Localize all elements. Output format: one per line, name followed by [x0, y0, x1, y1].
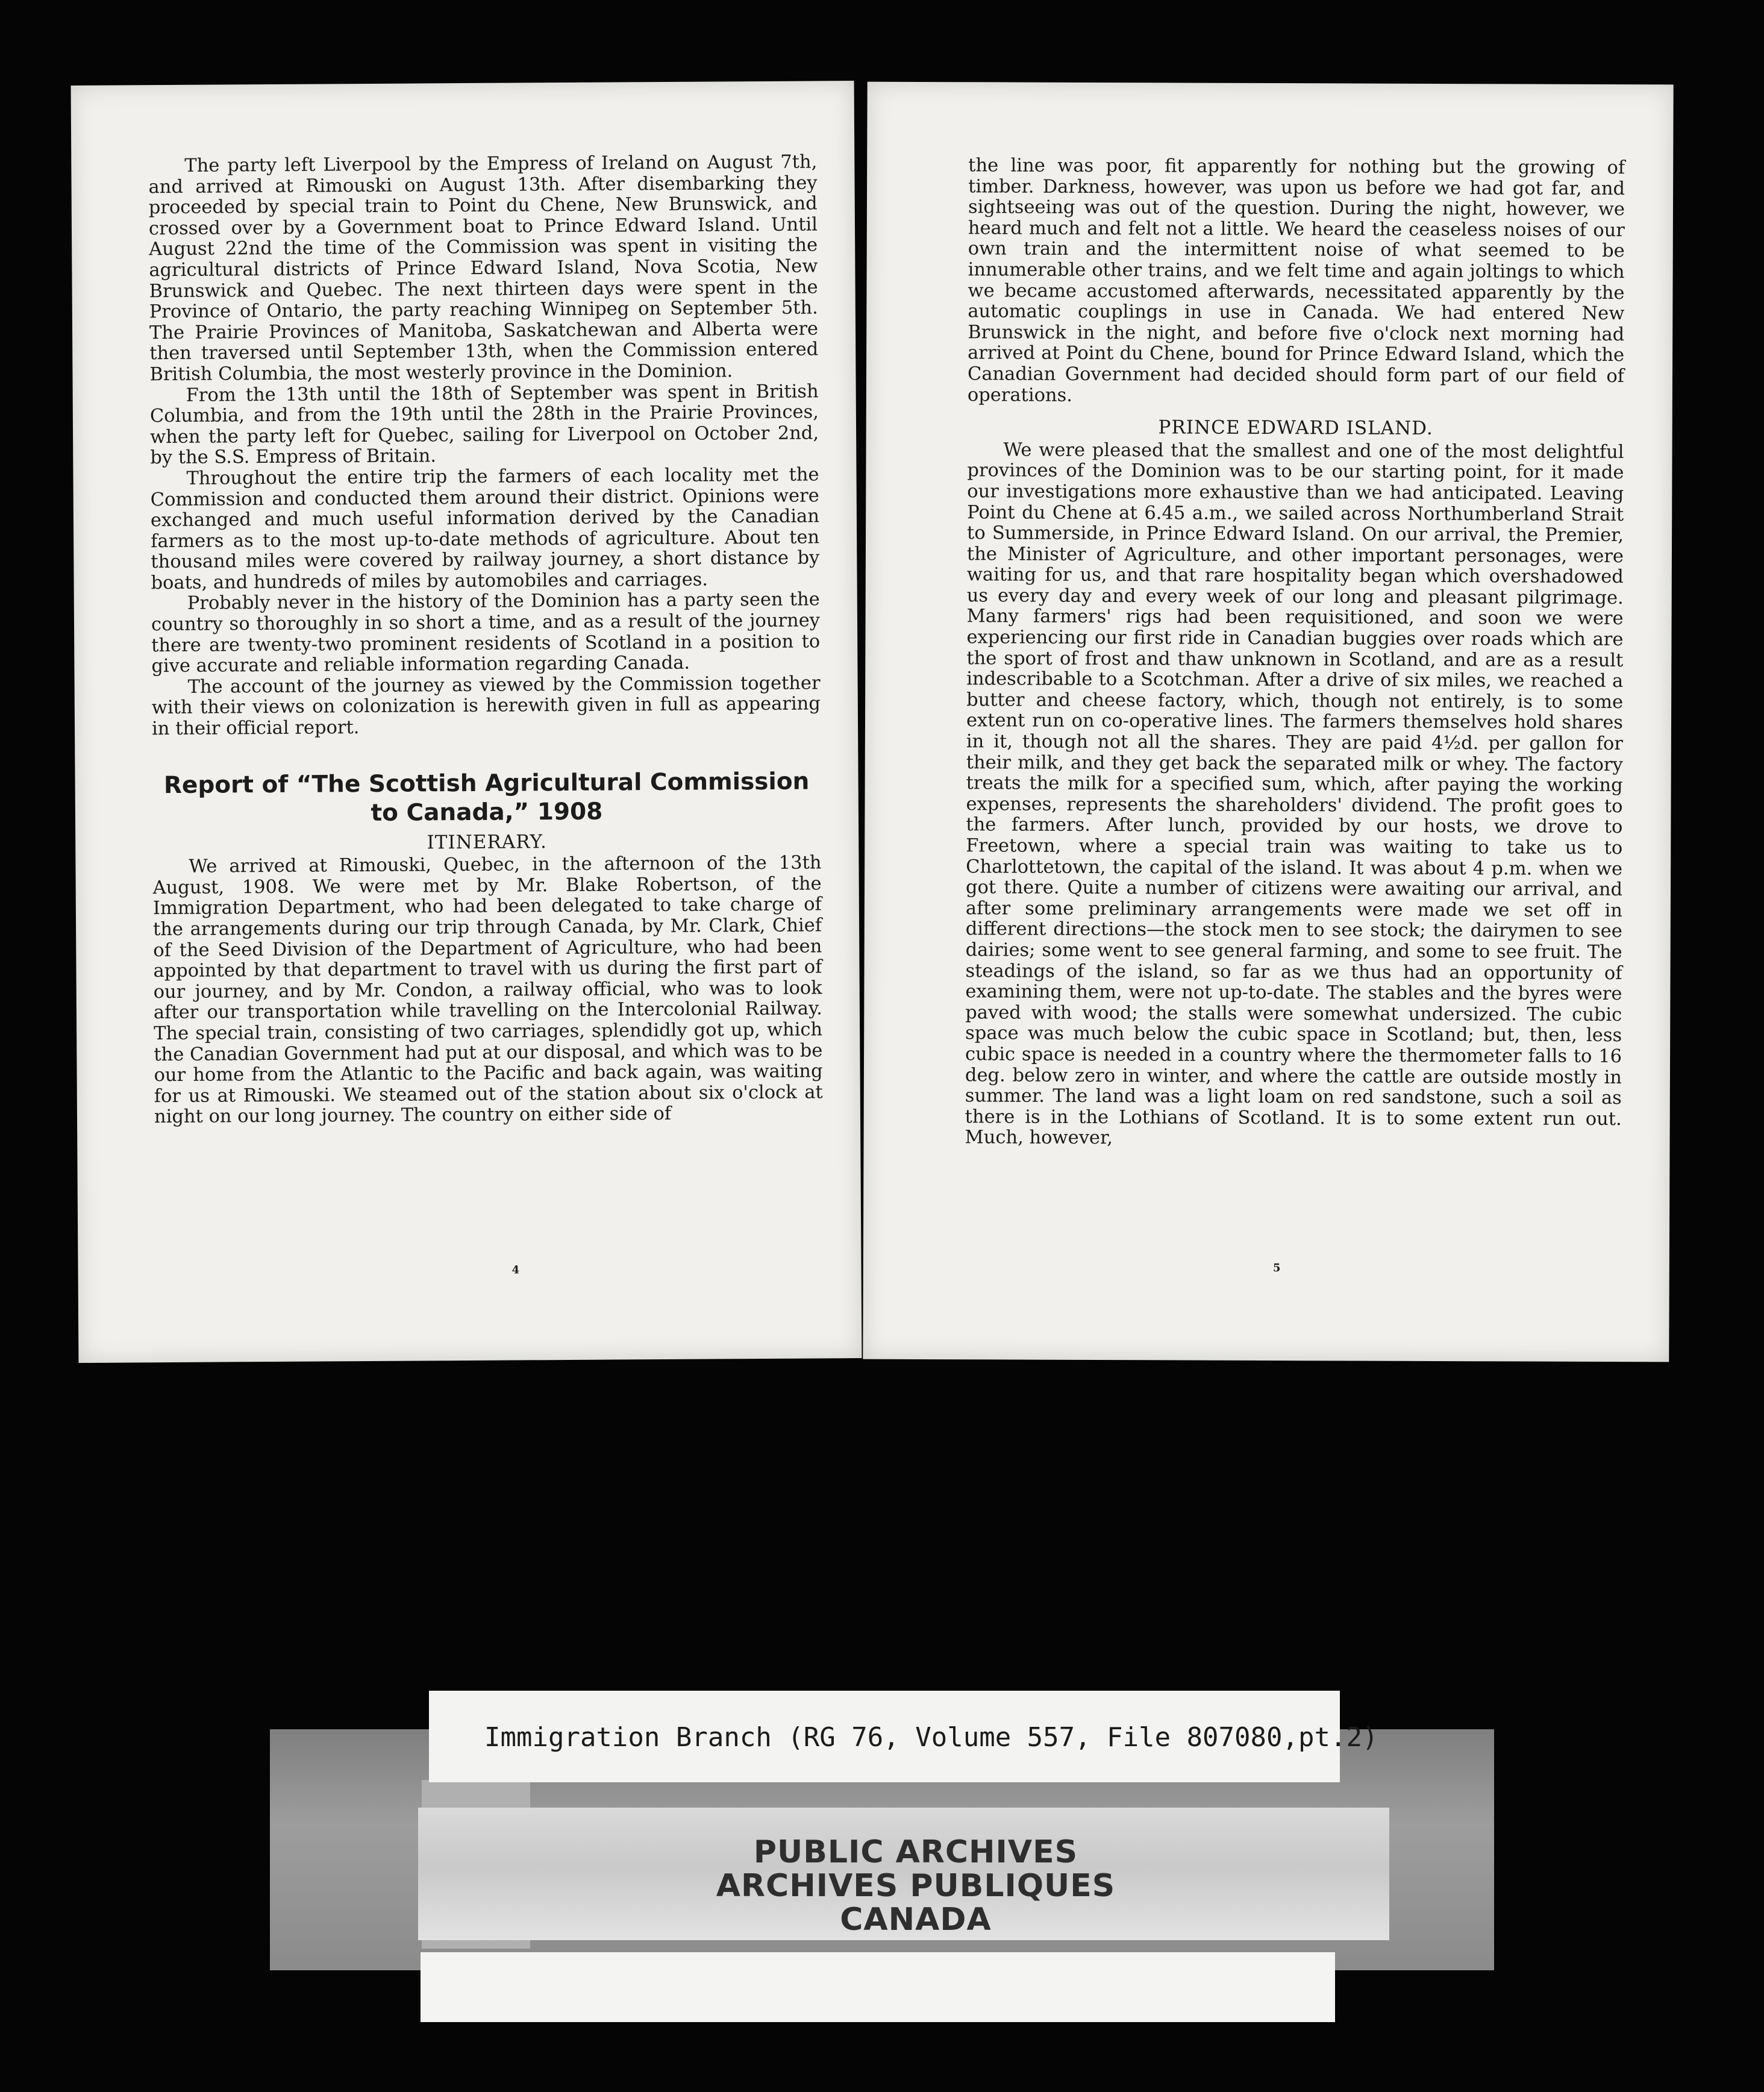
left-page-number: 4 — [511, 1264, 520, 1277]
pei-heading: PRINCE EDWARD ISLAND. — [1158, 416, 1433, 440]
archive-stamp — [663, 1835, 1169, 1937]
archive-stamp-bottom-strip — [421, 1952, 1335, 2022]
pei-paragraph: We were pleased that the smallest and one of the most delightful provinces of the Dominion was to be our starting point, for it made our investigations more exhaustive than we had anticipated. Leaving Point du Chene at 6.45 a.m., we sailed across Northumberland Strait to Summerside, in Prince Edward Island. On our arrival, the Premier, the Minister of Agriculture, and other important personages, were waiting for us, and that rare hospitality began which overshadowed us every day and every week of our long and pleasant pilgrimage. Many farmers' rigs had been requisitioned, and soon we were experiencing our first ride in Canadian buggies over roads which are the sport of frost and thaw unknown in Scotland, and are as a result indescribable to a Scotchman. After a drive of six miles, we reached a butter and cheese factory, which, though not entirely, is to some extent run on co-operative lines. The farmers themselves hold shares in it, though not all the shares. They are paid 4½d. per gallon for their milk, and they get back the separated milk or whey. The factory treats the milk for a specified sum, which, after paying the working expenses, represents the shareholders' dividend. The profit goes to the farmers. After lunch, provided by our hosts, we drove to Freetown, where a special train was waiting to take us to Charlottetown, the capital of the island. It was about 4 p.m. when we got there. Quite a number of citizens were awaiting our arrival, and after some preliminary arrangements were made we set off in different directions—the stock men to see stock; the dairymen to see dairies; some went to see general farming, and some to see fruit. The steadings of the island, so far as we thus had an opportunity of examining them, were not up-to-date. The stables and the byres were paved with wood; the stalls were somewhat undersized. The cubic space was much below the cubic space in Scotland; but, then, less cubic space is needed in a country where the thermometer falls to 16 deg. below zero in winter, and where the cattle are outside mostly in summer. The land was a light loam on red sandstone, such a soil as there is in the Lothians of Scotland. It is to some extent run out. Much, however, — [965, 439, 1624, 1149]
itinerary-heading: ITINERARY. — [427, 830, 548, 854]
left-page — [71, 81, 862, 1363]
intro-paragraph-5: The account of the journey as viewed by the Commission together with their views on colonization is herewith given in full as appearing in their official report. — [151, 672, 821, 740]
right-page-text-column — [965, 155, 1625, 1151]
report-title: Report of “The Scottish Agricultural Commission to Canada,” 1908 — [163, 768, 810, 827]
right-page — [863, 82, 1673, 1362]
stamp-line-2: ARCHIVES PUBLIQUES — [716, 1868, 1116, 1904]
right-page-number: 5 — [1272, 1262, 1281, 1275]
itinerary-paragraph: We arrived at Rimouski, Quebec, in the afternoon of the 13th August, 1908. We were met by Mr. Blake Robertson, of the Immigration Department, who had been delegated to take charge of the arrangements during our trip through Canada, by Mr. Clark, Chief of the Seed Division of the Department of Agriculture, who had been appointed by that department to travel with us during the first part of our journey, and by Mr. Condon, a railway official, who was to look after our transportation while travelling on the Intercolonial Railway. The special train, consisting of two carriages, splendidly got up, which the Canadian Government had put at our disposal, and which was to be our home from the Atlantic to the Pacific and back again, was waiting for us at Rimouski. We steamed out of the station about six o'clock at night on our long journey. The country on either side of — [152, 852, 823, 1128]
left-page-text-column — [148, 152, 823, 1128]
archive-caption: Immigration Branch (RG 76, Volume 557, File 807080,pt.2) — [484, 1722, 1378, 1753]
continued-paragraph: the line was poor, fit apparently for nothing but the growing of timber. Darkness, however, was upon us before we had got far, and sightseeing was out of the question. During the night, however, we heard much and felt not a little. We heard the ceaseless noises of our own train and the intermittent noise of what seemed to be innumerable other trains, and we felt time and again joltings to which we became accustomed afterwards, necessitated apparently by the automatic couplings in use in Canada. We had entered New Brunswick in the night, and before five o'clock next morning had arrived at Point du Chene, bound for Prince Edward Island, which the Canadian Government had decided should form part of our field of operations. — [967, 155, 1625, 406]
intro-paragraph-3: Throughout the entire trip the farmers of each locality met the Commission and conducted them around their district. Opinions were exchanged and much useful information derived by the Canadian farmers as to the most up-to-date methods of agriculture. About ten thousand miles were covered by railway journey, a short distance by boats, and hundreds of miles by automobiles and carriages. — [150, 464, 820, 594]
intro-paragraph-2: From the 13th until the 18th of September was spent in British Columbia, and from the 19th until the 28th in the Prairie Provinces, when the party left for Quebec, sailing for Liverpool on October 2nd, by the S.S. Empress of Britain. — [149, 380, 819, 469]
stamp-line-1: PUBLIC ARCHIVES — [753, 1834, 1078, 1870]
intro-paragraph-4: Probably never in the history of the Dominion has a party seen the country so thoroughly in so short a time, and as a result of the journey there are twenty-two prominent residents of Scotland in a position to give accurate and reliable information regarding Canada. — [151, 589, 821, 677]
caption-card — [429, 1691, 1378, 1782]
intro-paragraph-1: The party left Liverpool by the Empress of Ireland on August 7th, and arrived at Rimouski on August 13th. After disembarking they proceeded by special train to Point du Chene, New Brunswick, and crossed over by a Government boat to Prince Edward Island. Until August 22nd the time of the Commission was spent in visiting the agricultural districts of Prince Edward Island, Nova Scotia, New Brunswick and Quebec. The next thirteen days were spent in the Province of Ontario, the party reaching Winnipeg on September 5th. The Prairie Provinces of Manitoba, Saskatchewan and Alberta were then traversed until September 13th, when the Commission entered British Columbia, the most westerly province in the Dominion. — [148, 151, 819, 386]
stamp-line-3: CANADA — [840, 1902, 992, 1938]
